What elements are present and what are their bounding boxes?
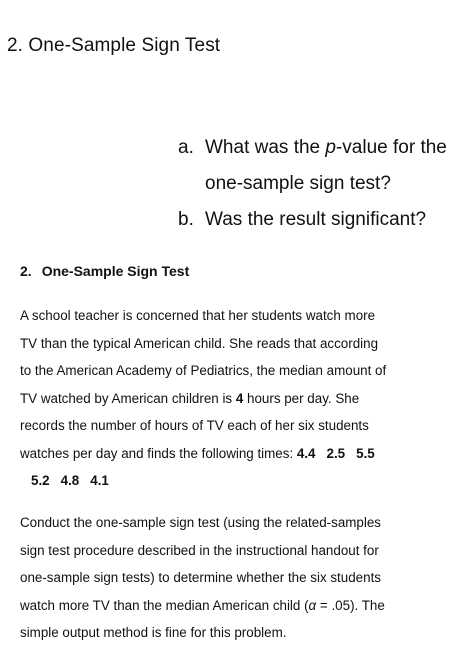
alpha-symbol: α (308, 597, 317, 613)
instructions-line-text: = .05). The (316, 597, 385, 613)
instructions-line (20, 592, 460, 620)
time-value: 5.2 (31, 473, 50, 488)
problem-line (20, 385, 460, 413)
problem-line: A school teacher is concerned that her students watch more (20, 308, 376, 323)
problem-line-text: TV watched by American children is (20, 390, 236, 406)
question-a-letter: a. (178, 137, 194, 158)
question-a-text (205, 137, 447, 159)
p-italic: p (325, 137, 336, 158)
times-line (20, 467, 460, 495)
problem-line: TV than the typical American child. She reads that according (20, 335, 379, 351)
problem-line-text: watches per day and finds the following times: (20, 445, 297, 461)
median-hours-value: 4 (235, 390, 244, 406)
page-title: 2. One-Sample Sign Test (7, 35, 221, 56)
time-value: 5.5 (356, 445, 375, 461)
time-value: 4.8 (60, 473, 80, 488)
time-value: 2.5 (326, 445, 346, 461)
instructions-line: one-sample sign tests) to determine whether the six students (20, 570, 381, 585)
section-number: 2. (20, 263, 32, 279)
instructions-line: Conduct the one-sample sign test (using the related-samples (20, 515, 381, 530)
instructions-paragraph (20, 509, 460, 647)
question-a-text-start: What was the (205, 137, 326, 158)
question-b-letter: b. (178, 209, 194, 230)
instructions-line: sign test procedure described in the instructional handout for (20, 542, 379, 558)
section-title: One-Sample Sign Test (41, 263, 190, 279)
question-b-text: Was the result significant? (205, 209, 427, 230)
question-a-continuation-text: one-sample sign test? (205, 173, 391, 194)
problem-paragraph (20, 302, 460, 495)
time-value: 4.1 (90, 473, 109, 488)
problem-line (20, 440, 460, 468)
question-a-text-end: -value for the (335, 137, 447, 158)
time-value: 4.4 (296, 445, 316, 461)
problem-line: records the number of hours of TV each of her six students (20, 418, 369, 433)
problem-line-text: hours per day. She (243, 390, 360, 406)
instructions-line-text: watch more TV than the median American child ( (20, 597, 309, 613)
problem-line: to the American Academy of Pediatrics, the median amount of (20, 363, 387, 378)
section-heading (20, 263, 189, 280)
instructions-line: simple output method is fine for this problem. (20, 625, 287, 640)
question-a-continuation (205, 173, 391, 195)
